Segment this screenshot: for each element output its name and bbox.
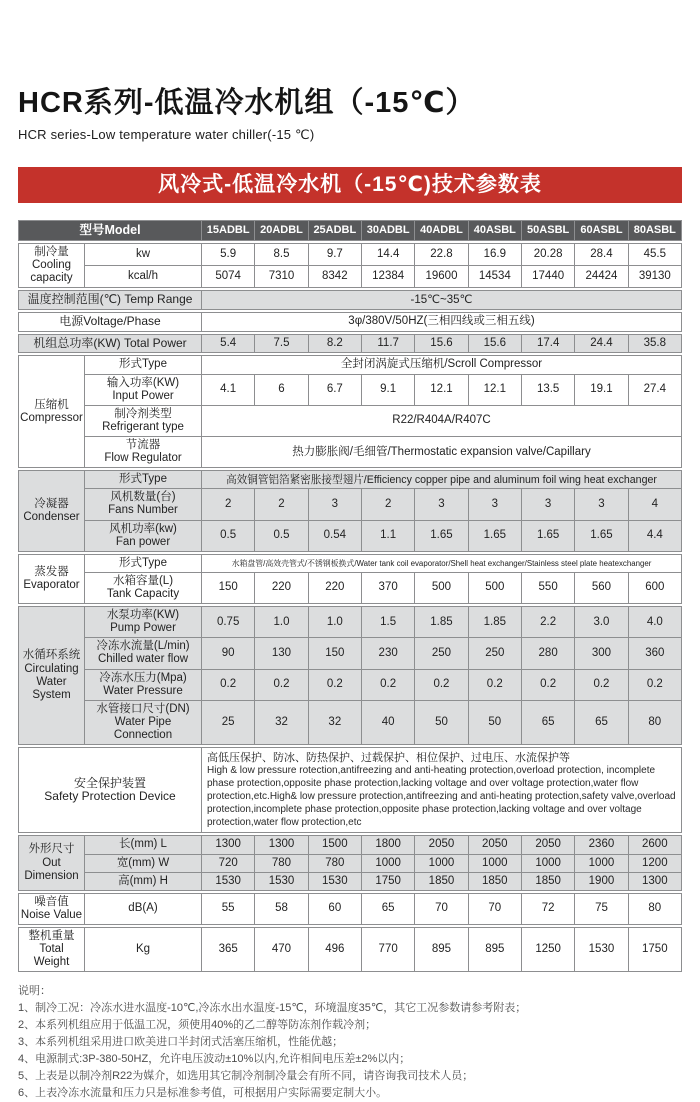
value-cell: 560: [575, 572, 628, 603]
value-cell: 2050: [521, 836, 574, 854]
value-cell: 32: [308, 700, 361, 744]
page-title: HCR系列-低温冷水机组（-15℃）: [18, 87, 476, 119]
value-cell: 24.4: [575, 334, 628, 353]
value-cell: 8.2: [308, 334, 361, 353]
value-cell: 360: [628, 638, 681, 669]
note-item: 2、本系列机组应用于低温工况，须使用40%的乙二醇等防冻剂作载冷剂；: [18, 1019, 377, 1032]
value-cell: 1000: [361, 854, 414, 872]
table-section: [18, 470, 682, 552]
value-cell: 0.2: [308, 669, 361, 700]
table-section: [18, 334, 682, 354]
row-label-cell: 形式Type: [85, 554, 202, 572]
table-row: [19, 437, 682, 468]
value-cell: 15.6: [415, 334, 468, 353]
value-cell: 58: [255, 893, 308, 924]
value-cell: 20.28: [521, 244, 574, 266]
value-cell: 70: [415, 893, 468, 924]
value-cell: 13.5: [521, 374, 574, 405]
row-label-cell: 风机数量(台) Fans Number: [85, 489, 202, 520]
note-item: 5、上表是以制冷剂R22为媒介，如选用其它制冷剂制冷量会有所不同，请咨询我司技术人员；: [18, 1069, 474, 1082]
table-row: [19, 854, 682, 872]
value-cell: 27.4: [628, 374, 681, 405]
value-cell: 7.5: [255, 334, 308, 353]
value-cell: 1530: [308, 872, 361, 890]
table-row: [19, 872, 682, 890]
row-label-cell: 冷冻水压力(Mpa) Water Pressure: [85, 669, 202, 700]
value-cell: 0.2: [468, 669, 521, 700]
value-cell: 0.2: [521, 669, 574, 700]
value-cell: 1900: [575, 872, 628, 890]
value-cell: 1200: [628, 854, 681, 872]
value-cell: 65: [521, 700, 574, 744]
merged-value-cell: 水箱盘管/高效壳管式/不锈钢板换式/Water tank coil evaporator/Shell heat exchanger/Stainless steel plate heatexchanger: [202, 554, 682, 572]
row-label-cell: 输入功率(KW) Input Power: [85, 374, 202, 405]
table-section: [18, 835, 682, 890]
value-cell: 1.65: [575, 520, 628, 551]
note-item: 3、本系列机组采用进口欧美进口半封闭式活塞压缩机，性能优越；: [18, 1036, 344, 1049]
value-cell: 250: [468, 638, 521, 669]
value-cell: 0.2: [575, 669, 628, 700]
table-row: [19, 893, 682, 924]
value-cell: 8.5: [255, 244, 308, 266]
value-cell: 80: [628, 893, 681, 924]
model-header-cell: 30ADBL: [362, 220, 415, 240]
category-cell: 制冷量 Cooling capacity: [19, 244, 85, 288]
value-cell: 55: [202, 893, 255, 924]
value-cell: 1530: [202, 872, 255, 890]
value-cell: 1750: [628, 927, 681, 971]
category-cell: 整机重量 Total Weight: [19, 927, 85, 971]
value-cell: 250: [415, 638, 468, 669]
model-header-cell: 60ASBL: [575, 220, 628, 240]
value-cell: 40: [361, 700, 414, 744]
value-cell: 3: [468, 489, 521, 520]
value-cell: 15.6: [468, 334, 521, 353]
merged-value-cell: 3φ/380V/50HZ(三相四线或三相五线): [202, 313, 682, 332]
value-cell: 720: [202, 854, 255, 872]
value-cell: 6.7: [308, 374, 361, 405]
value-cell: 7310: [255, 266, 308, 288]
value-cell: 1.1: [361, 520, 414, 551]
value-cell: 770: [361, 927, 414, 971]
value-cell: 4.4: [628, 520, 681, 551]
value-cell: 895: [415, 927, 468, 971]
value-cell: 0.2: [628, 669, 681, 700]
value-cell: 75: [575, 893, 628, 924]
table-row: [19, 607, 682, 638]
value-cell: 280: [521, 638, 574, 669]
value-cell: 1000: [415, 854, 468, 872]
row-label-cell: 制冷剂类型 Refrigerant type: [85, 405, 202, 436]
value-cell: 5.9: [202, 244, 255, 266]
row-label-cell: kw: [85, 244, 202, 266]
value-cell: 22.8: [415, 244, 468, 266]
model-header-label-cell: 型号Model: [19, 220, 202, 240]
table-row: [19, 520, 682, 551]
value-cell: 1500: [308, 836, 361, 854]
value-cell: 50: [415, 700, 468, 744]
value-cell: 9.1: [361, 374, 414, 405]
value-cell: 65: [361, 893, 414, 924]
value-cell: 895: [468, 927, 521, 971]
value-cell: 2: [255, 489, 308, 520]
value-cell: 2.2: [521, 607, 574, 638]
value-cell: 8342: [308, 266, 361, 288]
row-label-cell: Kg: [85, 927, 202, 971]
model-header-cell: 40ASBL: [468, 220, 521, 240]
value-cell: 50: [468, 700, 521, 744]
value-cell: 14.4: [361, 244, 414, 266]
value-cell: 496: [308, 927, 361, 971]
value-cell: 1850: [521, 872, 574, 890]
notes: [18, 984, 682, 1102]
value-cell: 12.1: [415, 374, 468, 405]
value-cell: 500: [415, 572, 468, 603]
table-section: [18, 290, 682, 310]
value-cell: 130: [255, 638, 308, 669]
value-cell: 3.0: [575, 607, 628, 638]
row-label-cell: 机组总功率(KW) Total Power: [19, 334, 202, 353]
value-cell: 1300: [202, 836, 255, 854]
value-cell: 220: [308, 572, 361, 603]
table-row: [19, 334, 682, 353]
value-cell: 1000: [468, 854, 521, 872]
row-label-cell: 节流器 Flow Regulator: [85, 437, 202, 468]
value-cell: 2: [361, 489, 414, 520]
table-row: [19, 927, 682, 971]
merged-value-cell: 全封闭涡旋式压缩机/Scroll Compressor: [202, 356, 682, 374]
row-label-cell: 高(mm) H: [85, 872, 202, 890]
table-row: [19, 356, 682, 374]
value-cell: 28.4: [575, 244, 628, 266]
row-label-cell: 温度控制范围(℃) Temp Range: [19, 291, 202, 310]
table-section: [18, 554, 682, 604]
value-cell: 0.2: [415, 669, 468, 700]
value-cell: 32: [255, 700, 308, 744]
table-section: [18, 355, 682, 468]
value-cell: 24424: [575, 266, 628, 288]
value-cell: 220: [255, 572, 308, 603]
value-cell: 0.2: [361, 669, 414, 700]
model-header-cell: 40ADBL: [415, 220, 468, 240]
value-cell: 600: [628, 572, 681, 603]
table-row: [19, 700, 682, 744]
model-header-cell: 50ASBL: [521, 220, 574, 240]
safety-zh-text: 高低压保护、防冰、防热保护、过载保护、相位保护、过电压、水流保护等: [207, 752, 570, 765]
table-row: [19, 554, 682, 572]
value-cell: 365: [202, 927, 255, 971]
table-section: [18, 747, 682, 833]
row-label-cell: 水管接口尺寸(DN) Water Pipe Connection: [85, 700, 202, 744]
value-cell: 17.4: [521, 334, 574, 353]
value-cell: 2600: [628, 836, 681, 854]
table-row: [19, 638, 682, 669]
value-cell: 370: [361, 572, 414, 603]
value-cell: 300: [575, 638, 628, 669]
row-label-cell: 形式Type: [85, 471, 202, 489]
value-cell: 60: [308, 893, 361, 924]
value-cell: 4.0: [628, 607, 681, 638]
value-cell: 25: [202, 700, 255, 744]
value-cell: 6: [255, 374, 308, 405]
value-cell: 230: [361, 638, 414, 669]
safety-en-text: High & low pressure rotection,antifreezing and anti-heating protection,overload protection, incomplete phase protection,opposite phase protection,lacking voltage and over voltage protection,water flow protection,etc.High& low pressure protection,antifreezing and anti-heating protection,safety valve,overload protection,incomplete phase protection,opposite phase protection,lacking voltage and over voltage protection,water flow protection,etc: [207, 765, 676, 828]
value-cell: 0.2: [202, 669, 255, 700]
model-header-cell: 25ADBL: [308, 220, 361, 240]
value-cell: 1530: [575, 927, 628, 971]
category-cell: 噪音值 Noise Value: [19, 893, 85, 924]
merged-value-cell: R22/R404A/R407C: [202, 405, 682, 436]
page-subtitle: HCR series-Low temperature water chiller(-15 ℃): [18, 126, 315, 142]
value-cell: 1850: [468, 872, 521, 890]
category-cell: 水循环系统 Circulating Water System: [19, 607, 85, 745]
value-cell: 1300: [255, 836, 308, 854]
value-cell: 1.65: [415, 520, 468, 551]
value-cell: 150: [202, 572, 255, 603]
table-row: [19, 266, 682, 288]
value-cell: 80: [628, 700, 681, 744]
value-cell: 2360: [575, 836, 628, 854]
category-cell: 压缩机 Compressor: [19, 356, 85, 468]
value-cell: 550: [521, 572, 574, 603]
value-cell: 3: [308, 489, 361, 520]
value-cell: 4.1: [202, 374, 255, 405]
value-cell: 1000: [575, 854, 628, 872]
value-cell: 14534: [468, 266, 521, 288]
value-cell: 19.1: [575, 374, 628, 405]
value-cell: 1850: [415, 872, 468, 890]
value-cell: 4: [628, 489, 681, 520]
table-row: [19, 836, 682, 854]
table-section: [18, 243, 682, 288]
category-cell: 蒸发器 Evaporator: [19, 554, 85, 603]
value-cell: 1.85: [415, 607, 468, 638]
value-cell: 5074: [202, 266, 255, 288]
category-cell: 外形尺寸 Out Dimension: [19, 836, 85, 890]
value-cell: 1.65: [521, 520, 574, 551]
row-label-cell: 电源Voltage/Phase: [19, 313, 202, 332]
value-cell: 45.5: [628, 244, 681, 266]
value-cell: 780: [255, 854, 308, 872]
value-cell: 1.5: [361, 607, 414, 638]
value-cell: 35.8: [628, 334, 681, 353]
value-cell: 12384: [361, 266, 414, 288]
value-cell: 3: [575, 489, 628, 520]
row-label-cell: 安全保护装置 Safety Protection Device: [19, 748, 202, 833]
value-cell: 1530: [255, 872, 308, 890]
value-cell: 470: [255, 927, 308, 971]
table-section: [18, 927, 682, 972]
section-banner: 风冷式-低温冷水机（-15℃)技术参数表: [18, 167, 682, 203]
value-cell: 1750: [361, 872, 414, 890]
value-cell: 3: [415, 489, 468, 520]
value-cell: 1000: [521, 854, 574, 872]
spec-table: [18, 220, 682, 972]
note-item: 1、制冷工况：冷冻水进水温度-10℃,冷冻水出水温度-15℃，环境温度35℃，其它工况参数请参考附表；: [18, 1002, 527, 1015]
table-section: [18, 893, 682, 925]
table-row: [19, 313, 682, 332]
table-row: [19, 489, 682, 520]
value-cell: 5.4: [202, 334, 255, 353]
row-label-cell: 长(mm) L: [85, 836, 202, 854]
row-label-cell: 形式Type: [85, 356, 202, 374]
model-header-cell: 20ADBL: [255, 220, 308, 240]
merged-value-cell: -15℃~35℃: [202, 291, 682, 310]
value-cell: 1.0: [308, 607, 361, 638]
table-row: [19, 244, 682, 266]
value-cell: 65: [575, 700, 628, 744]
value-cell: 2050: [415, 836, 468, 854]
safety-cell: [202, 748, 682, 833]
value-cell: 9.7: [308, 244, 361, 266]
value-cell: 780: [308, 854, 361, 872]
value-cell: 1.65: [468, 520, 521, 551]
value-cell: 11.7: [362, 334, 415, 353]
value-cell: 1.85: [468, 607, 521, 638]
value-cell: 90: [202, 638, 255, 669]
row-label-cell: 水泵功率(KW) Pump Power: [85, 607, 202, 638]
model-header-cell: 80ASBL: [628, 220, 681, 240]
row-label-cell: 宽(mm) W: [85, 854, 202, 872]
table-row: [19, 748, 682, 833]
value-cell: 150: [308, 638, 361, 669]
row-label-cell: kcal/h: [85, 266, 202, 288]
table-row: [19, 374, 682, 405]
value-cell: 17440: [521, 266, 574, 288]
value-cell: 70: [468, 893, 521, 924]
table-section: [18, 606, 682, 745]
value-cell: 1.0: [255, 607, 308, 638]
row-label-cell: dB(A): [85, 893, 202, 924]
value-cell: 16.9: [468, 244, 521, 266]
value-cell: 12.1: [468, 374, 521, 405]
table-row: [19, 572, 682, 603]
value-cell: 500: [468, 572, 521, 603]
row-label-cell: 水箱容量(L) Tank Capacity: [85, 572, 202, 603]
note-item: 4、电源制式:3P-380-50HZ，允许电压波动±10%以内,允许相间电压差±2%以内；: [18, 1053, 411, 1066]
category-cell: 冷凝器 Condenser: [19, 471, 85, 552]
value-cell: 0.75: [202, 607, 255, 638]
model-header-cell: 15ADBL: [202, 220, 255, 240]
value-cell: 1250: [521, 927, 574, 971]
value-cell: 19600: [415, 266, 468, 288]
value-cell: 0.2: [255, 669, 308, 700]
value-cell: 2050: [468, 836, 521, 854]
value-cell: 3: [521, 489, 574, 520]
table-row: [19, 669, 682, 700]
value-cell: 0.5: [202, 520, 255, 551]
value-cell: 72: [521, 893, 574, 924]
value-cell: 0.54: [308, 520, 361, 551]
table-row: [19, 405, 682, 436]
table-row: [19, 471, 682, 489]
value-cell: 2: [202, 489, 255, 520]
value-cell: 1300: [628, 872, 681, 890]
notes-title: 说明：: [18, 985, 51, 998]
note-item: 6、上表冷冻水流量和压力只是标准参考值，可根据用户实际需要定制大小。: [18, 1086, 388, 1099]
value-cell: 0.5: [255, 520, 308, 551]
merged-value-cell: 高效铜管铝箔紧密胀接型翅片/Efficiency copper pipe and aluminum foil wing heat exchanger: [202, 471, 682, 489]
model-header-section: [18, 220, 682, 241]
table-row: [19, 291, 682, 310]
row-label-cell: 冷冻水流量(L/min) Chilled water flow: [85, 638, 202, 669]
row-label-cell: 风机功率(kw) Fan power: [85, 520, 202, 551]
value-cell: 39130: [628, 266, 681, 288]
merged-value-cell: 热力膨胀阀/毛细管/Thermostatic expansion valve/Capillary: [202, 437, 682, 468]
value-cell: 1800: [361, 836, 414, 854]
table-section: [18, 312, 682, 332]
